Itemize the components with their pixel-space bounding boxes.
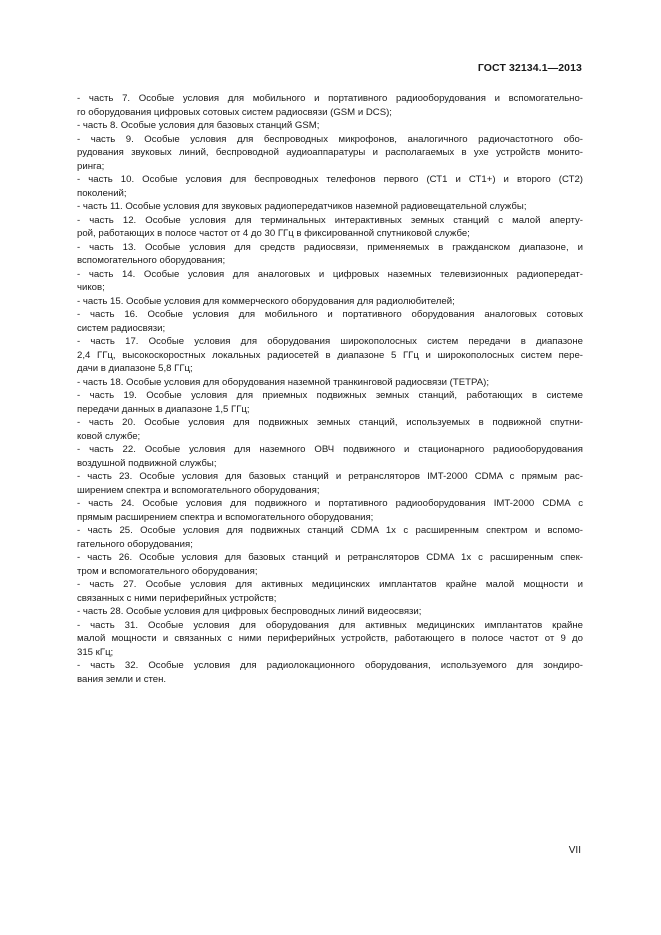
list-item-line: передачи данных в диапазоне 1,5 ГГц; [77,403,250,415]
list-item-line: воздушной подвижной службы; [77,457,217,469]
list-item-line: - часть 10. Особые условия для беспроводных телефонов первого (СТ1 и СТ1+) и второго (СТ2) [77,174,583,185]
list-item-line: - часть 27. Особые условия для активных медицинских имплантатов крайне малой мощности и [77,579,583,590]
page-number: VII [568,845,581,856]
list-item-line: вания земли и стен. [77,673,167,685]
list-item-line: - часть 19. Особые условия для приемных подвижных земных станций, работающих в системе [77,390,583,401]
list-item [77,173,583,200]
list-item [77,659,583,686]
list-item-line: вспомогательного оборудования; [77,255,226,266]
list-item-line: - часть 22. Особые условия для наземного ОВЧ подвижного и стационарного радиооборудования [77,444,583,455]
document-body [77,92,583,686]
list-item [77,524,583,551]
list-item [77,268,583,295]
list-item-line: - часть 28. Особые условия для цифровых беспроводных линий видеосвязи; [77,606,422,617]
list-item-line: - часть 13. Особые условия для средств радиосвязи, применяемых в гражданском диапазоне, и [77,241,583,253]
list-item-line: - часть 9. Особые условия для беспроводных микрофонов, аналогичного радиочастотного обо- [77,133,583,145]
list-item-line: - часть 25. Особые условия для подвижных станций CDMA 1x с расширенным спектром и вспомо- [77,525,583,536]
list-item-line: - часть 7. Особые условия для мобильного и портативного радиооборудования и вспомогательно- [77,93,583,104]
list-item-line: рой, работающих в полосе частот от 4 до 30 ГГц в фиксированной спутниковой службе; [77,228,470,239]
document-number-header: ГОСТ 32134.1—2013 [477,62,582,74]
list-item [77,133,583,174]
list-item [77,443,583,470]
list-item-line: связанных с ними периферийных устройств; [77,592,277,604]
list-item [77,470,583,497]
list-item-line: - часть 16. Особые условия для мобильного и портативного оборудования аналоговых сотовых [77,309,583,320]
list-item [77,416,583,443]
list-item [77,214,583,241]
list-item [77,335,583,376]
list-item-line: - часть 24. Особые условия для подвижного и портативного радиооборудования IMT-2000 CDMA с [77,498,583,509]
list-item-line: - часть 31. Особые условия для оборудования для активных медицинских имплантатов крайне [77,619,583,631]
list-item [77,551,583,578]
list-item [77,92,583,119]
list-item [77,308,583,335]
list-item-line: - часть 15. Особые условия для коммерческого оборудования для радиолюбителей; [77,295,455,307]
list-item-line: поколений; [77,187,127,199]
list-item-line: - часть 12. Особые условия для терминальных интерактивных земных станций с малой аперту- [77,214,583,226]
list-item [77,376,583,390]
list-item [77,497,583,524]
list-item-line: - часть 18. Особые условия для оборудования наземной транкинговой радиосвязи (ТЕТРА); [77,376,489,388]
list-item-line: - часть 26. Особые условия для базовых станций и ретрансляторов CDMA 1x с расширенным спек- [77,552,583,563]
list-item [77,619,583,660]
list-item-line: гательного оборудования; [77,538,193,550]
list-item-line: чиков; [77,282,105,293]
list-item [77,578,583,605]
list-item [77,295,583,309]
list-item-line: - часть 8. Особые условия для базовых станций GSM; [77,120,320,131]
list-item-line: - часть 20. Особые условия для подвижных земных станций, используемых в подвижной спутни- [77,417,583,428]
list-item [77,605,583,619]
list-item-line: - часть 11. Особые условия для звуковых радиопередатчиков наземной радиовещательной службы; [77,201,527,212]
list-item-line: 315 кГц; [77,646,114,658]
list-item [77,241,583,268]
list-item [77,119,583,133]
list-item-line: рудования звуковых линий, беспроводной аудиоаппаратуры и располагаемых в ухе устройств монито- [77,147,583,158]
list-item-line: ковой службе; [77,430,141,442]
list-item [77,389,583,416]
list-item-line: - часть 14. Особые условия для аналоговых и цифровых наземных телевизионных радиопередат- [77,268,583,280]
list-item-line: прямым расширением спектра и вспомогательного оборудования; [77,511,374,523]
list-item-line: ринга; [77,160,105,172]
list-item-line: го оборудования цифровых сотовых систем радиосвязи (GSM и DCS); [77,106,392,118]
list-item-line: тром и вспомогательного оборудования; [77,565,258,577]
list-item-line: 2,4 ГГц, высокоскоростных локальных радиосетей в диапазоне 5 ГГц и широкополосных систем пере- [77,349,583,361]
list-item-line: - часть 32. Особые условия для радиолокационного оборудования, используемого для зондиро- [77,660,583,671]
list-item [77,200,583,214]
list-item-line: ширением спектра и вспомогательного оборудования; [77,484,320,496]
list-item-line: - часть 17. Особые условия для оборудования широкополосных систем передачи в диапазоне [77,336,583,347]
list-item-line: - часть 23. Особые условия для базовых станций и ретрансляторов IMT-2000 CDMA с прямым рас- [77,471,583,482]
list-item-line: малой мощности и связанных с ними периферийных устройств, работающего в полосе частот от 9 до [77,633,583,644]
list-item-line: систем радиосвязи; [77,322,166,334]
list-item-line: дачи в диапазоне 5,8 ГГц; [77,363,193,374]
